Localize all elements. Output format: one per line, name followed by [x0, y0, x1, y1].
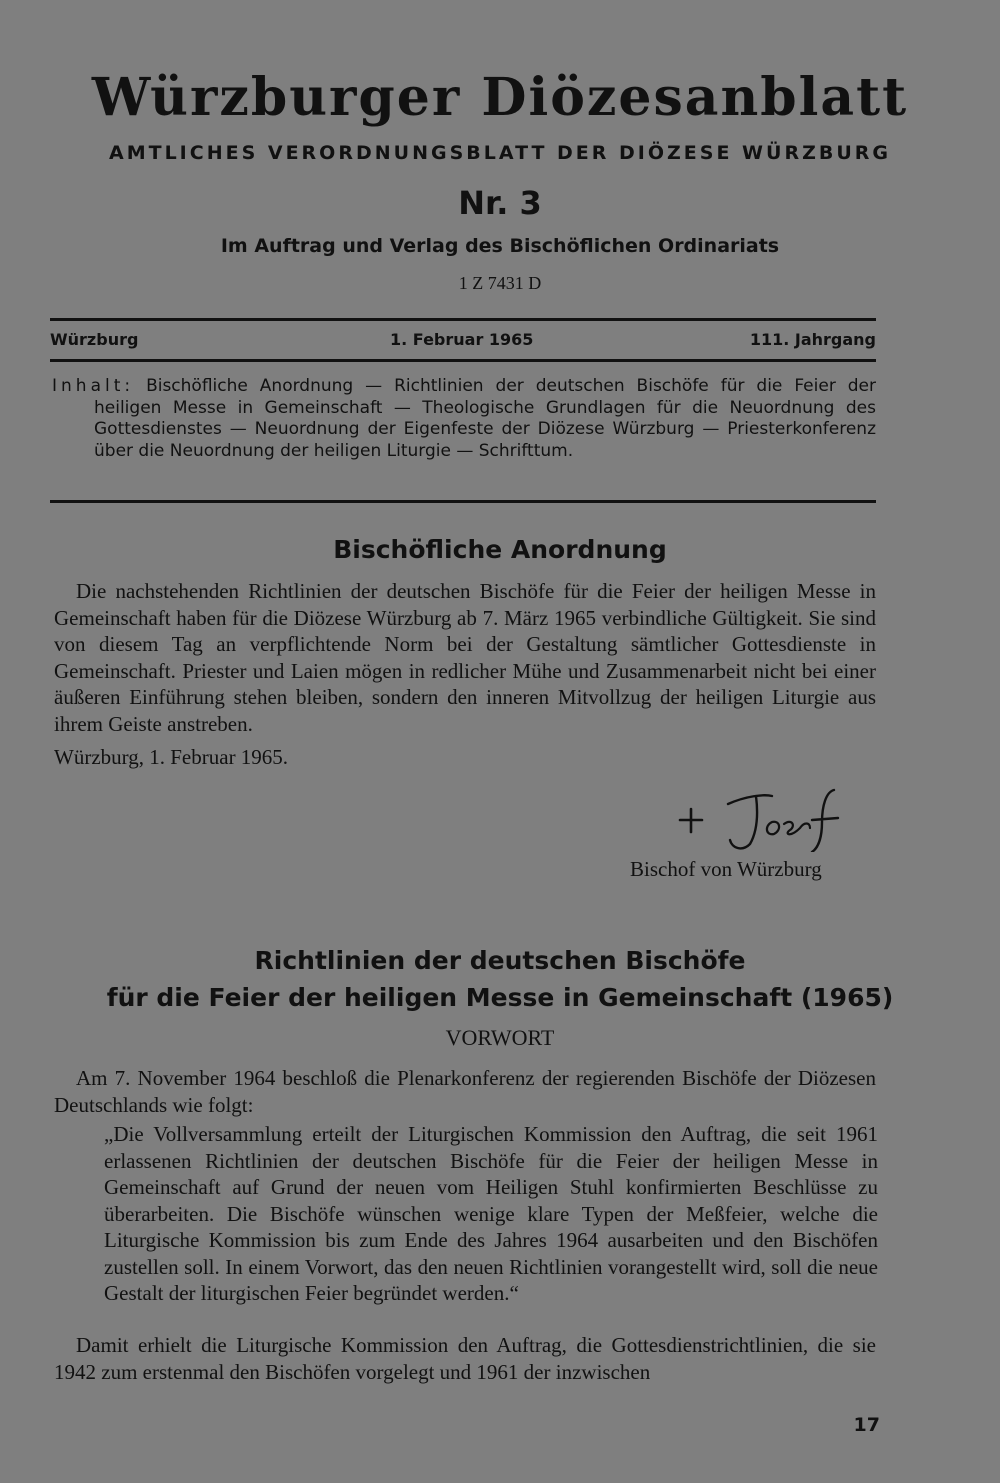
dateline-volume: 111. Jahrgang [749, 330, 876, 349]
postal-code: 1 Z 7431 D [458, 273, 542, 293]
dateline-place: Würzburg [50, 330, 139, 349]
signature-mark [676, 782, 876, 852]
guidelines-heading-line2: für die Feier der heiligen Messe in Gemeinschaft (1965) [106, 983, 894, 1012]
ordinance-place-date: Würzburg, 1. Februar 1965. [54, 745, 289, 769]
contents-label: Inhalt: [52, 376, 135, 396]
ordinance-heading: Bischöfliche Anordnung [333, 535, 667, 564]
foreword-heading: VORWORT [445, 1025, 555, 1050]
ordinance-body: Die nachstehenden Richtlinien der deutschen Bischöfe für die Feier der heiligen Messe in Gemeinschaft haben für die Diözese Würzburg ab 7. März 1965 verbindliche Gültigkeit. Sie sind von diesem Tag an verpflichtende Norm bei der Gestaltung sämtlicher Gottesdienste in Gemeinschaft. Priester und Laien mögen in redlicher Mühe und Zusammenarbeit nicht bei einer äußeren Einführung stehen bleiben, sondern den inneren Mitvollzug der heiligen Liturgie aus ihrem Geiste anstreben. [54, 579, 876, 736]
masthead-subtitle: AMTLICHES VERORDNUNGSBLATT DER DIÖZESE WÜRZBURG [109, 142, 891, 164]
guidelines-quote: „Die Vollversammlung erteilt der Liturgischen Kommission den Auftrag, die seit 1961 erlassenen Richtlinien der deutschen Bischöfe für die Feier der heiligen Messe in Gemeinschaft auf Grund der neuen vom Heiligen Stuhl konfirmierten Beschlüsse zu überarbeiten. Die Bischöfe wünschen wenige klare Typen der Meßfeier, welche die Liturgische Kommission bis zum Ende des Jahres 1964 ausarbeiten und den Bischöfen zustellen soll. In einem Vorwort, das den neuen Richtlinien vorangestellt wird, soll die neue Gestalt der liturgischen Feier begründet werden.“ [104, 1122, 878, 1305]
guidelines-paragraph-2: Damit erhielt die Liturgische Kommission den Auftrag, die Gottesdienstrichtlinien, die sie 1942 zum erstenmal den Bischöfen vorgelegt und 1961 der inzwischen [54, 1333, 876, 1384]
top-rule [50, 318, 876, 321]
guidelines-heading-line1: Richtlinien der deutschen Bischöfe [254, 946, 746, 975]
signatory-title: Bischof von Würzburg [630, 857, 822, 881]
masthead-title: Würzburger Diözesanblatt [91, 67, 909, 128]
bishop-signature [676, 782, 876, 852]
publisher-line: Im Auftrag und Verlag des Bischöflichen Ordinariats [220, 235, 780, 257]
page-number: 17 [853, 1414, 880, 1436]
dateline [50, 330, 876, 354]
dateline-date: 1. Februar 1965 [390, 330, 534, 349]
table-of-contents [52, 376, 876, 462]
dateline-rule [50, 359, 876, 362]
contents-rule [50, 500, 876, 503]
guidelines-paragraph-1: Am 7. November 1964 beschloß die Plenarkonferenz der regierenden Bischöfe der Diözesen Deutschlands wie folgt: [54, 1066, 876, 1117]
issue-number: Nr. 3 [458, 184, 542, 222]
contents-text: Bischöfliche Anordnung — Richtlinien der deutschen Bischöfe für die Feier der heiligen Messe in Gemeinschaft — Theologische Grundlagen für die Neuordnung des Gottesdienstes — Neuordnung der Eigenfeste der Diözese Würzburg — Priesterkonferenz über die Neuordnung der heiligen Liturgie — Schrifttum. [94, 376, 876, 461]
